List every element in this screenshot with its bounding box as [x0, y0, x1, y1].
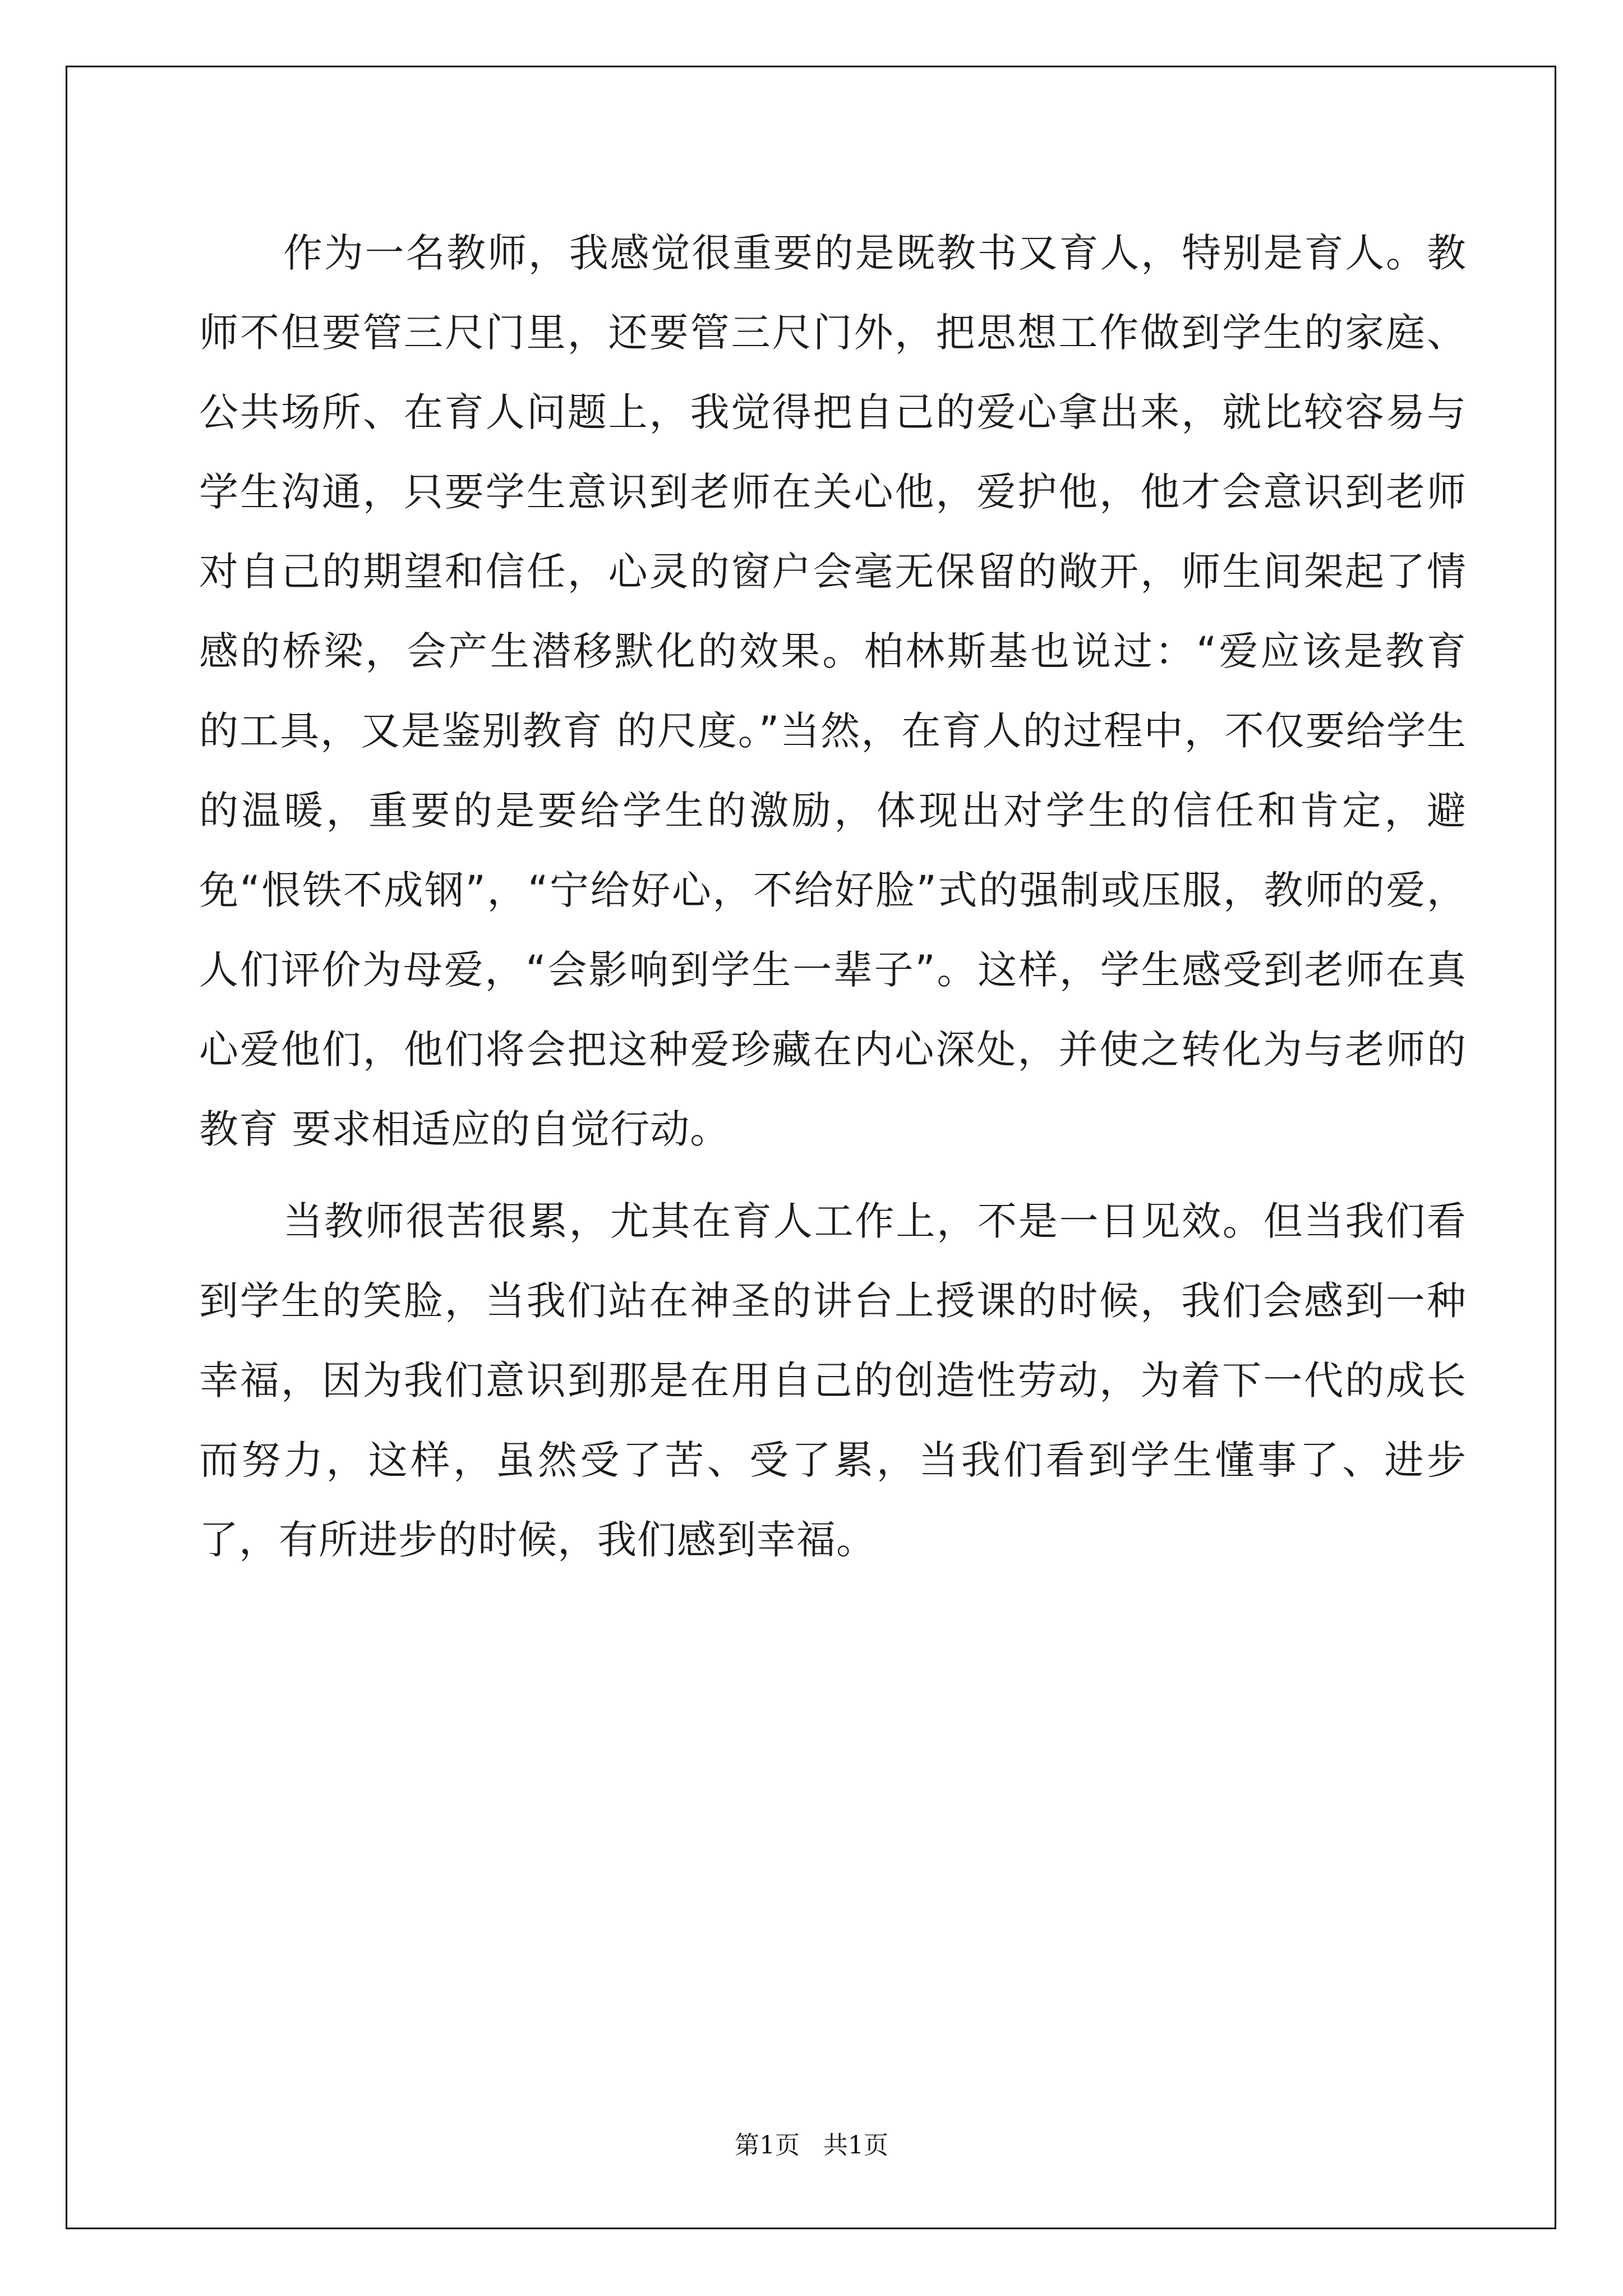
paragraph-1: 作为一名教师，我感觉很重要的是既教书又育人，特别是育人。教师不但要管三尺门里，还要管三尺门外，把思想工作做到学生的家庭、公共场所、在育人问题上，我觉得把自己的爱心拿出来，就比较容易与学生沟通，只要学生意识到老师在关心他，爱护他，他才会意识到老师对自己的期望和信任，心灵的窗户会毫无保留的敞开，师生间架起了情感的桥梁，会产生潜移默化的效果。柏林斯基也说过：“爱应该是教育 的工具，又是鉴别教育 的尺度。”当然，在育人的过程中，不仅要给学生的温暖，重要的是要给学生的激励，体现出对学生的信任和肯定，避免“恨铁不成钢”，“宁给好心，不给好脸”式的强制或压服，教师的爱，人们评价为母爱，“会影响到学生一辈子”。这样，学生感受到老师在真心爱他们，他们将会把这种爱珍藏在内心深处，并使之转化为与老师的教育 要求相适应的自觉行动。	[199, 230, 1467, 1152]
page-number-footer: 第1页 共1页	[735, 2131, 888, 2160]
paragraph-2: 当教师很苦很累，尤其在育人工作上，不是一日见效。但当我们看到学生的笑脸，当我们站在神圣的讲台上授课的时候，我们会感到一种幸福，因为我们意识到那是在用自己的创造性劳动，为着下一代的成长而努力，这样，虽然受了苦、受了累，当我们看到学生懂事了、进步了，有所进步的时候，我们感到幸福。	[199, 1198, 1467, 1563]
document-body	[199, 213, 1467, 1592]
